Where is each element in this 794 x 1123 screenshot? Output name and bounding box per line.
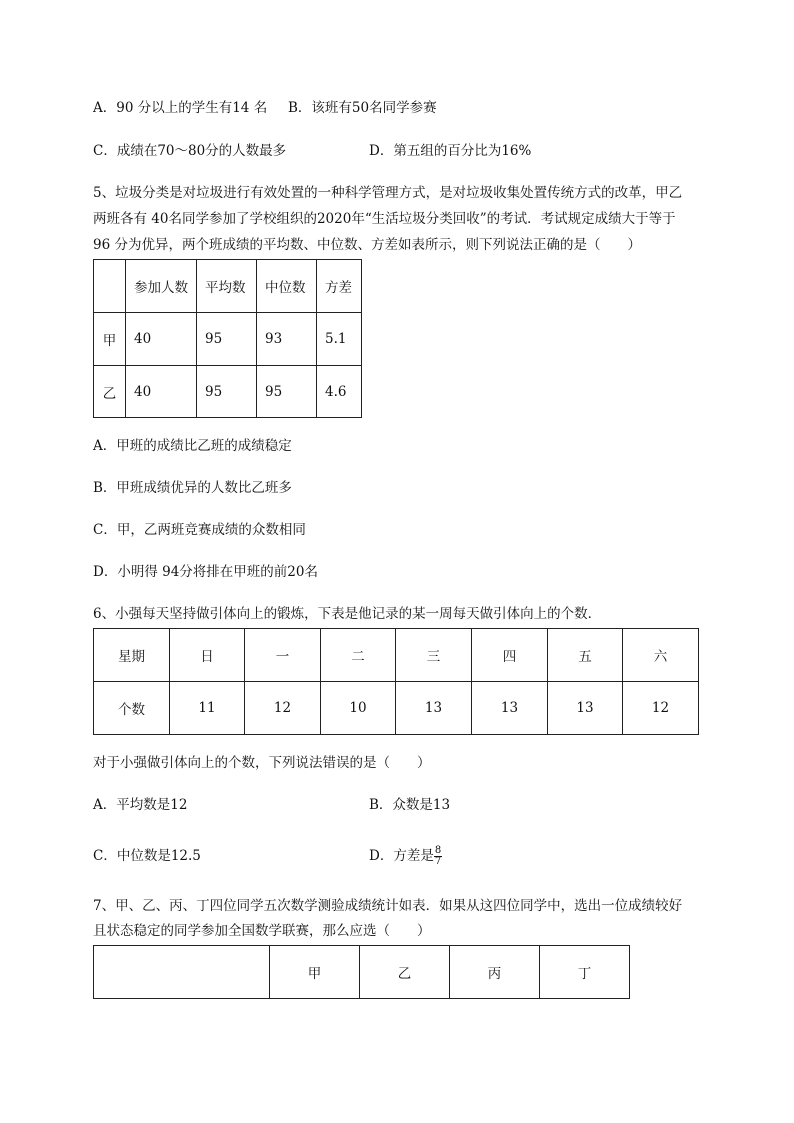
q6-cell: 11: [170, 682, 245, 735]
q7-header-cell: 丙: [450, 946, 540, 999]
q6-cell: 12: [245, 682, 321, 735]
q6-cell: 一: [245, 629, 321, 682]
q5-header-cell: 平均数: [197, 260, 257, 313]
q7-header-cell: 甲: [270, 946, 360, 999]
q6-option-d-prefix: D．方差是: [369, 848, 434, 864]
q5-cell: 95: [197, 366, 257, 418]
q4-option-b: B．该班有50名同学参赛: [288, 100, 437, 116]
q6-option-d: [369, 841, 442, 871]
q6-cell: 六: [623, 629, 699, 682]
q4-option-a: A．90 分以上的学生有14 名: [93, 100, 268, 116]
q4-option-d: D．第五组的百分比为16%: [369, 143, 532, 159]
q5-cell: 4.6: [317, 366, 362, 418]
q6-cell: 四: [472, 629, 548, 682]
table-row: [94, 366, 362, 418]
q5-cell: 40: [126, 366, 197, 418]
q6-table: [93, 628, 699, 735]
fraction-denominator: 7: [434, 856, 442, 867]
q6-option-c: C．中位数是12.5: [93, 848, 201, 864]
table-row: [94, 313, 362, 366]
q6-cell: 10: [321, 682, 396, 735]
q5-cell: 40: [126, 313, 197, 366]
q6-row-label: 个数: [94, 682, 170, 735]
q6-cell: 13: [472, 682, 548, 735]
q6-option-a: A．平均数是12: [93, 797, 188, 813]
q5-cell: 5.1: [317, 313, 362, 366]
q5-stem-line-1: 5、垃圾分类是对垃圾进行有效处置的一种科学管理方式，是对垃圾收集处置传统方式的改革，甲乙: [93, 185, 683, 201]
q6-cell: 日: [170, 629, 245, 682]
q6-row-label: 星期: [94, 629, 170, 682]
table-row: [94, 682, 699, 735]
q6-cell: 二: [321, 629, 396, 682]
q5-option-b: B．甲班成绩优异的人数比乙班多: [93, 480, 292, 496]
q5-row-label: 甲: [94, 313, 126, 366]
q5-option-d: D．小明得 94分将排在甲班的前20名: [93, 564, 318, 580]
q5-option-a: A．甲班的成绩比乙班的成绩稳定: [93, 438, 292, 454]
q6-cell: 五: [548, 629, 623, 682]
q5-cell: 95: [197, 313, 257, 366]
q7-header-cell: [94, 946, 270, 999]
q5-cell: 95: [257, 366, 317, 418]
q5-table-header-row: [94, 260, 362, 313]
q5-header-cell: 参加人数: [126, 260, 197, 313]
q5-stem-line-2: 两班各有 40名同学参加了学校组织的2020年“生活垃圾分类回收”的考试．考试规定成绩大于等于: [93, 211, 676, 227]
table-row: [94, 946, 630, 999]
q6-stem: 6、小强每天坚持做引体向上的锻炼，下表是他记录的某一周每天做引体向上的个数．: [93, 606, 602, 622]
q7-table: [93, 945, 630, 999]
q6-cell: 三: [396, 629, 472, 682]
q4-option-c: C．成绩在70～80分的人数最多: [93, 143, 287, 159]
q6-option-b: B．众数是13: [369, 797, 451, 813]
q6-question: 对于小强做引体向上的个数，下列说法错误的是（ ）: [93, 755, 431, 771]
q5-table: [93, 259, 362, 418]
q6-cell: 12: [623, 682, 699, 735]
q7-stem-line-1: 7、甲、乙、丙、丁四位同学五次数学测验成绩统计如表．如果从这四位同学中，选出一位成绩较好: [93, 898, 683, 914]
q6-cell: 13: [548, 682, 623, 735]
q5-option-c: C．甲，乙两班竞赛成绩的众数相同: [93, 522, 306, 538]
fraction-numerator: 8: [434, 845, 442, 856]
q5-cell: 93: [257, 313, 317, 366]
q5-stem-line-3: 96 分为优异，两个班成绩的平均数、中位数、方差如表所示，则下列说法正确的是（ ）: [93, 237, 641, 253]
q5-row-label: 乙: [94, 366, 126, 418]
q7-header-cell: 丁: [540, 946, 630, 999]
table-row: [94, 629, 699, 682]
q5-header-cell: [94, 260, 126, 313]
q7-stem-line-2: 且状态稳定的同学参加全国数学联赛，那么应选（ ）: [93, 923, 431, 939]
q6-cell: 13: [396, 682, 472, 735]
q5-header-cell: 中位数: [257, 260, 317, 313]
fraction: [434, 846, 442, 867]
q7-header-cell: 乙: [360, 946, 450, 999]
q5-header-cell: 方差: [317, 260, 362, 313]
